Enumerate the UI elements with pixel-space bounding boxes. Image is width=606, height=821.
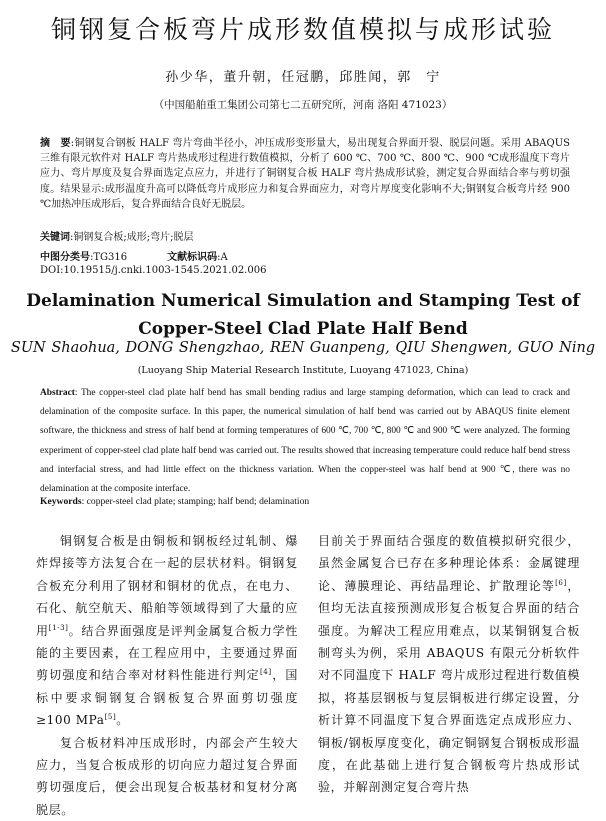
body-text: 。结合界面强度是评判金属复合板力学性能的主要因素，在工程应用中，主要通过界面剪切强度和结合率对材料性能进行判定 — [36, 623, 298, 683]
abstract-cn — [40, 136, 570, 212]
clc-label: 中图分类号 — [40, 252, 90, 263]
authors-cn: 孙少华，董升朝，任冠鹏，邱胜闻，郭 宁 — [165, 70, 441, 85]
keywords-cn — [40, 230, 570, 245]
body-text: 铜钢复合板是由铜板和钢板经过轧制、爆炸焊接等方法复合在一起的层状材料。铜钢复合板充分利用了钢材和铜材的优点，在电力、石化、航空航天、船舶等领域得到了大量的应用 — [36, 534, 298, 638]
affiliation-en: (Luoyang Ship Material Research Institute, Luoyang 471023, China) — [137, 365, 469, 376]
citation: [1-3] — [48, 623, 69, 632]
body-text: ，国标中要求铜钢复合钢板复合界面剪切强度≥100 MPa — [36, 668, 299, 728]
body-text: 。 — [116, 713, 129, 728]
abstract-en — [40, 384, 570, 499]
body-paragraph — [318, 530, 580, 799]
body-text: ，但均无法直接预测成形复合板复合界面的结合强度。为解决工程应用难点，以某铜钢复合板制弯头为例，采用 ABAQUS 有限元分析软件对不同温度下 HALF 弯片成形过程进行数值模拟，将基层钢板与复层铜板进行绑定设置，分析计算不同温度下复合界面选定点成形应力、铜板/钢板厚度变化，确定铜钢复合钢板成形温度，在此基础上进行复合钢板弯片热成形试验，并解剖测定复合弯片热 — [318, 578, 580, 795]
abstract-en-label: Abstract — [40, 388, 75, 398]
abstract-en-text: : The copper-steel clad plate half bend has small bending radius and large stamping deformation, which can lead to crack and delamination of the composite surface. In this paper, the numerical simulation of half bend was carried out by ABAQUS finite element software, the thickness and stress of half bend at forming temperatures of 600 ℃, 700 ℃, 800 ℃ and 900 ℃ were analyzed. The forming experiment of copper-steel clad plate half bend was carried out. The results showed that increasing temperature could reduce half bend stress and interfacial stress, and had little effect on the thickness variation. When the copper-steel was half bend at 900 ℃, there was no delamination at the composite interface. — [40, 388, 570, 495]
abstract-cn-label: 摘 要 — [40, 138, 71, 149]
authors-en: SUN Shaohua, DONG Shengzhao, REN Guanpeng, QIU Shengwen, GUO Ning — [10, 340, 596, 356]
citation: [4] — [259, 668, 272, 677]
paper-title-en-line2: Copper-Steel Clad Plate Half Bend — [138, 319, 468, 339]
keywords-en — [40, 496, 570, 507]
doc-code-value: :A — [217, 252, 228, 263]
keywords-en-label: Keywords — [40, 496, 82, 507]
citation: [6] — [555, 578, 567, 587]
paper-title-en-line1: Delamination Numerical Simulation and Stamping Test of — [26, 291, 580, 311]
classification-row — [40, 248, 570, 263]
clc-value: :TG316 — [90, 252, 128, 263]
keywords-cn-label: 关键词 — [40, 232, 70, 243]
paper-title-cn: 铜钢复合板弯片成形数值模拟与成形试验 — [50, 15, 555, 44]
body-column-left — [36, 530, 298, 821]
paper-title-en — [20, 287, 586, 343]
body-paragraph: 复合板材料冲压成形时，内部会产生较大应力，当复合板成形的切向应力超过复合界面剪切强度后，便会出现复合板基材和复材分离脱层。 — [36, 735, 298, 817]
body-paragraph — [36, 530, 298, 732]
body-text: 目前关于界面结合强度的数值模拟研究很少，虽然金属复合已存在多种理论体系：金属键理论、薄膜理论、再结晶理论、扩散理论等 — [318, 534, 580, 593]
doi: DOI:10.19515/j.cnki.1003-1545.2021.02.006 — [40, 265, 267, 276]
citation: [5] — [104, 713, 117, 722]
doc-code-label: 文献标识码 — [167, 252, 218, 263]
affiliation-cn: （中国船舶重工集团公司第七二五研究所，河南 洛阳 471023） — [153, 99, 453, 111]
keywords-cn-text: :铜钢复合板;成形;弯片;脱层 — [70, 232, 194, 243]
keywords-en-text: : copper-steel clad plate; stamping; half bend; delamination — [81, 496, 310, 507]
body-column-right — [318, 530, 580, 799]
abstract-cn-text: :铜钢复合钢板 HALF 弯片弯曲半径小，冲压成形变形量大，易出现复合界面开裂、脱层问题。采用 ABAQUS 三维有限元软件对 HALF 弯片热成形过程进行数值模拟，分析了 600 ℃、700 ℃、800 ℃、900 ℃成形温度下弯片应力、弯片厚度及复合界面选定点应力，并进行了铜钢复合板 HALF 弯片热成形试验，测定复合界面结合率与剪切强度。结果显示:成形温度升高可以降低弯片成形应力和复合界面应力，对弯片厚度变化影响不大;铜钢复合板弯片经 900 ℃加热冲压成形后，复合界面结合良好无脱层。 — [40, 138, 571, 210]
